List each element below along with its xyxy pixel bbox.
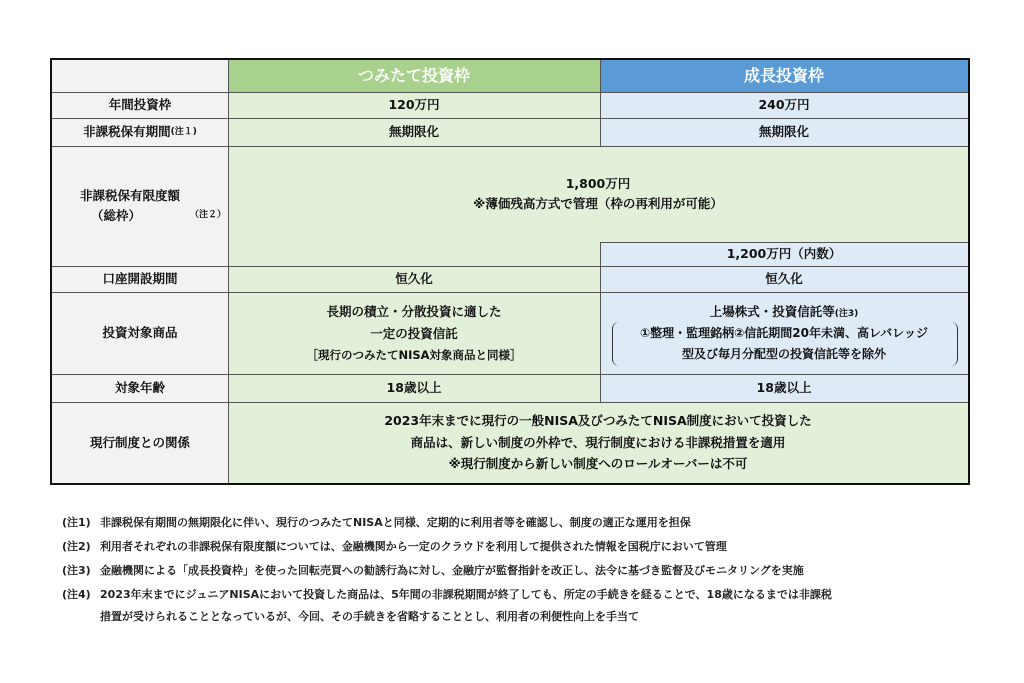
relation-line1: 2023年末までに現行の一般NISA及びつみたてNISA制度において投資した [384, 412, 812, 428]
limit-tsumitate-spacer [228, 242, 600, 266]
limit-label-line2: （総枠） [90, 208, 141, 223]
footnote-1 [62, 514, 691, 530]
products-growth-line3: 型及び毎月分配型の投資信託等を除外 [681, 346, 886, 361]
header-tsumitate: つみたて投資枠 [228, 60, 600, 92]
relation-cell [228, 402, 968, 483]
grid-line [52, 374, 968, 375]
relation-line2: 商品は、新しい制度の外枠で、現行制度における非課税措置を適用 [410, 434, 786, 450]
grid-line [52, 92, 968, 93]
opening-growth: 恒久化 [600, 266, 968, 292]
footnote-text: 措置が受けられることとなっているが、今回、その手続きを省略することとし、利用者の利便性向上を手当て [100, 610, 639, 623]
row-label-period [52, 118, 228, 146]
grid-line [52, 266, 968, 267]
period-growth: 無期限化 [600, 118, 968, 146]
limit-growth: 1,200万円（内数） [600, 242, 968, 266]
products-tsumitate-line2: 一定の投資信託 [370, 325, 458, 341]
relation-line3: ※現行制度から新しい制度へのロールオーバーは不可 [448, 456, 748, 472]
row-label-relation: 現行制度との関係 [52, 402, 228, 483]
nisa-comparison-table [50, 58, 970, 485]
grid-line [52, 118, 968, 119]
products-growth-line2: ①整理・監理銘柄②信託期間20年未満、高レバレッジ [639, 325, 929, 340]
footnote-tag: (注4) [62, 588, 91, 601]
row-label-annual: 年間投資枠 [52, 92, 228, 118]
period-label-text: 非課税保有期間 [83, 124, 171, 139]
footnote-text: 利用者それぞれの非課税保有限度額については、金融機関から一定のクラウドを利用して提供された情報を国税庁において管理 [100, 540, 727, 553]
footnote-tag: (注3) [62, 564, 91, 577]
row-label-opening: 口座開設期間 [52, 266, 228, 292]
limit-total: 1,800万円 [565, 176, 631, 191]
footnote-text: 2023年末までにジュニアNISAにおいて投資した商品は、5年間の非課税期間が終了しても、所定の手続きを経ることで、18歳になるまでは非課税 [100, 588, 832, 601]
footnote-tag: (注1) [62, 516, 91, 529]
header-blank-cell [52, 60, 228, 92]
products-tsumitate-line3: ［現行のつみたてNISA対象商品と同様］ [306, 347, 522, 362]
opening-tsumitate: 恒久化 [228, 266, 600, 292]
period-note: (注１) [170, 126, 197, 137]
age-growth: 18歳以上 [600, 374, 968, 402]
limit-label-line1: 非課税保有限度額 [79, 188, 180, 203]
products-growth-bracket [612, 322, 958, 366]
products-growth-line1: 上場株式・投資信託等 [709, 304, 835, 320]
products-tsumitate-line1: 長期の積立・分散投資に適した [326, 304, 502, 320]
period-tsumitate: 無期限化 [228, 118, 600, 146]
footnote-2 [62, 538, 727, 554]
grid-line [52, 146, 968, 147]
grid-line [52, 402, 968, 403]
footnote-4-cont [100, 608, 639, 624]
products-tsumitate [228, 292, 600, 374]
header-growth: 成長投資枠 [600, 60, 968, 92]
footnote-text: 金融機関による「成長投資枠」を使った回転売買への勧誘行為に対し、金融庁が監督指針を改正し、法令に基づき監督及びモニタリングを実施 [100, 564, 804, 577]
grid-line [600, 242, 968, 243]
footnote-tag: (注2) [62, 540, 91, 553]
footnote-3 [62, 562, 804, 578]
limit-note: （注２） [190, 210, 227, 220]
limit-total-cell [228, 146, 968, 242]
products-growth-note: (注3) [834, 309, 859, 320]
grid-line [228, 60, 229, 483]
row-label-products: 投資対象商品 [52, 292, 228, 374]
row-label-age: 対象年齢 [52, 374, 228, 402]
age-tsumitate: 18歳以上 [228, 374, 600, 402]
annual-tsumitate: 120万円 [228, 92, 600, 118]
footnote-4 [62, 586, 832, 602]
limit-total-sub: ※薄価残高方式で管理（枠の再利用が可能） [473, 196, 723, 211]
footnote-text: 非課税保有期間の無期限化に伴い、現行のつみたてNISAと同様、定期的に利用者等を確認し、制度の適正な運用を担保 [100, 516, 691, 529]
grid-line [600, 60, 601, 146]
annual-growth: 240万円 [600, 92, 968, 118]
row-label-limit [52, 146, 228, 266]
grid-line [52, 292, 968, 293]
